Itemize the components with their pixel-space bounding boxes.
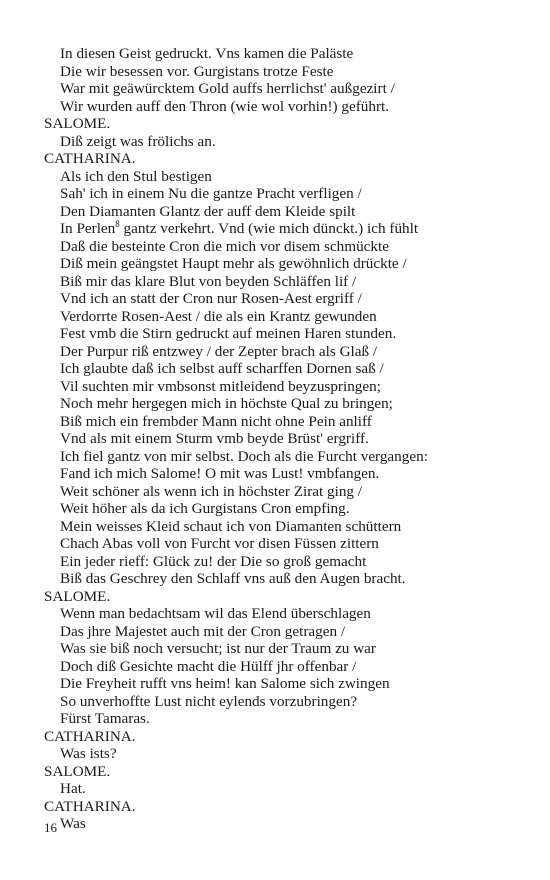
line-text: CATHARINA. <box>44 150 136 167</box>
verse-line <box>0 570 550 588</box>
line-text: Ich fiel gantz von mir selbst. Doch als die Furcht vergangen: <box>60 447 428 465</box>
verse-line <box>0 693 550 711</box>
speaker-name <box>0 150 550 168</box>
verse-line <box>0 413 550 431</box>
line-text: Das jhre Majestet auch mit der Cron getragen / <box>60 622 346 640</box>
line-text: Daß die besteinte Cron die mich vor disem schmückte <box>60 237 389 255</box>
line-text: Wir wurden auff den Thron (wie wol vorhin!) geführt. <box>60 97 390 115</box>
line-text: Der Purpur riß entzwey / der Zepter brach als Glaß / <box>60 342 378 360</box>
verse-line <box>0 500 550 518</box>
line-text: Doch diß Gesichte macht die Hülff jhr offenbar / <box>60 657 357 675</box>
line-text: Vnd ich an statt der Cron nur Rosen-Aest ergriff / <box>60 290 362 307</box>
verse-line <box>0 80 550 98</box>
verse-line <box>0 273 550 291</box>
verse-line <box>0 675 550 693</box>
verse-line <box>0 448 550 466</box>
verse-line <box>0 290 550 308</box>
line-text: Hat. <box>60 780 86 797</box>
verse-line <box>0 220 550 238</box>
verse-line <box>0 238 550 256</box>
verse-line <box>0 45 550 63</box>
line-text: Vnd als mit einem Sturm vmb beyde Brüst' ergriff. <box>60 430 369 447</box>
line-text: War mit geäwürcktem Gold auffs herrlichst' außgezirt / <box>60 80 395 97</box>
verse-line <box>0 395 550 413</box>
verse-line <box>0 640 550 658</box>
verse-line <box>0 710 550 728</box>
verse-line <box>0 780 550 798</box>
line-text: In diesen Geist gedruckt. Vns kamen die Paläste <box>60 45 354 62</box>
verse-line <box>0 465 550 483</box>
verse-line <box>0 203 550 221</box>
line-text: So unverhoffte Lust nicht eylends vorzubringen? <box>60 692 358 710</box>
verse-line <box>0 483 550 501</box>
line-text: SALOME. <box>44 115 111 132</box>
line-text: Den Diamanten Glantz der auff dem Kleide spilt <box>60 202 356 220</box>
line-text: Verdorrte Rosen-Aest / die als ein Krantz gewunden <box>60 307 377 325</box>
line-text: Fand ich mich Salome! O mit was Lust! vmbfangen. <box>60 465 380 482</box>
verse-line <box>0 623 550 641</box>
line-text: Wenn man bedachtsam wil das Elend überschlagen <box>60 605 371 622</box>
verse-line <box>0 343 550 361</box>
line-text: Als ich den Stul bestigen <box>60 167 212 185</box>
line-text: Die Freyheit rufft vns heim! kan Salome sich zwingen <box>60 675 390 692</box>
verse-line <box>0 98 550 116</box>
speaker-name <box>0 763 550 781</box>
line-text: SALOME. <box>44 587 111 605</box>
line-text: Biß das Geschrey den Schlaff vns auß den Augen bracht. <box>60 570 406 587</box>
line-text: Was <box>60 815 86 832</box>
verse-line <box>0 518 550 536</box>
line-text: Fürst Tamaras. <box>60 710 150 727</box>
speaker-name <box>0 588 550 606</box>
verse-line <box>0 133 550 151</box>
line-text: Noch mehr hergegen mich in höchste Qual zu bringen; <box>60 395 393 412</box>
line-text: In Perlen <box>60 220 116 237</box>
line-text: Mein weisses Kleid schaut ich von Diamanten schüttern <box>60 517 402 535</box>
verse-line <box>0 658 550 676</box>
verse-line <box>0 430 550 448</box>
line-text: Diß mein geängstet Haupt mehr als gewöhnlich drückte / <box>60 255 407 272</box>
line-text: Diß zeigt was frölichs an. <box>60 132 216 150</box>
verse-line <box>0 185 550 203</box>
line-text: Biß mich ein frembder Mann nicht ohne Pein anliff <box>60 412 372 430</box>
verse-line <box>0 605 550 623</box>
line-text: Ich glaubte daß ich selbst auff scharffen Dornen saß / <box>60 360 384 377</box>
verse-line <box>0 378 550 396</box>
play-text <box>0 45 550 833</box>
verse-line <box>0 255 550 273</box>
verse-line <box>0 535 550 553</box>
verse-line <box>0 168 550 186</box>
verse-line <box>0 325 550 343</box>
line-text: Vil suchten mir vmbsonst mitleidend beyzuspringen; <box>60 377 381 395</box>
verse-line <box>0 308 550 326</box>
verse-line <box>0 815 550 833</box>
line-text: Fest vmb die Stirn gedruckt auf meinen Haren stunden. <box>60 325 397 342</box>
line-text: Was sie biß noch versucht; ist nur der Traum zu war <box>60 640 376 657</box>
verse-line <box>0 745 550 763</box>
line-text: Was ists? <box>60 745 117 762</box>
line-text: Chach Abas voll von Furcht vor disen Füssen zittern <box>60 535 379 552</box>
line-text: SALOME. <box>44 762 111 780</box>
line-text: Biß mir das klare Blut von beyden Schläffen lif / <box>60 272 357 290</box>
verse-line <box>0 360 550 378</box>
line-text: Weit schöner als wenn ich in höchster Zirat ging / <box>60 482 363 500</box>
speaker-name <box>0 115 550 133</box>
line-text: Sah' ich in einem Nu die gantze Pracht verfligen / <box>60 185 362 202</box>
page-number: 16 <box>44 820 57 835</box>
verse-line <box>0 553 550 571</box>
line-text-continued: gantz verkehrt. Vnd (wie mich dünckt.) ich fühlt <box>119 220 419 237</box>
line-text: Die wir besessen vor. Gurgistans trotze Feste <box>60 62 334 80</box>
speaker-name <box>0 798 550 816</box>
line-text: CATHARINA. <box>44 727 136 745</box>
line-text: Weit höher als da ich Gurgistans Cron empfing. <box>60 500 350 517</box>
line-text: Ein jeder rieff: Glück zu! der Die so groß gemacht <box>60 552 367 570</box>
footnote-marker: 8 <box>115 219 120 229</box>
verse-line <box>0 63 550 81</box>
speaker-name <box>0 728 550 746</box>
line-text: CATHARINA. <box>44 797 136 815</box>
